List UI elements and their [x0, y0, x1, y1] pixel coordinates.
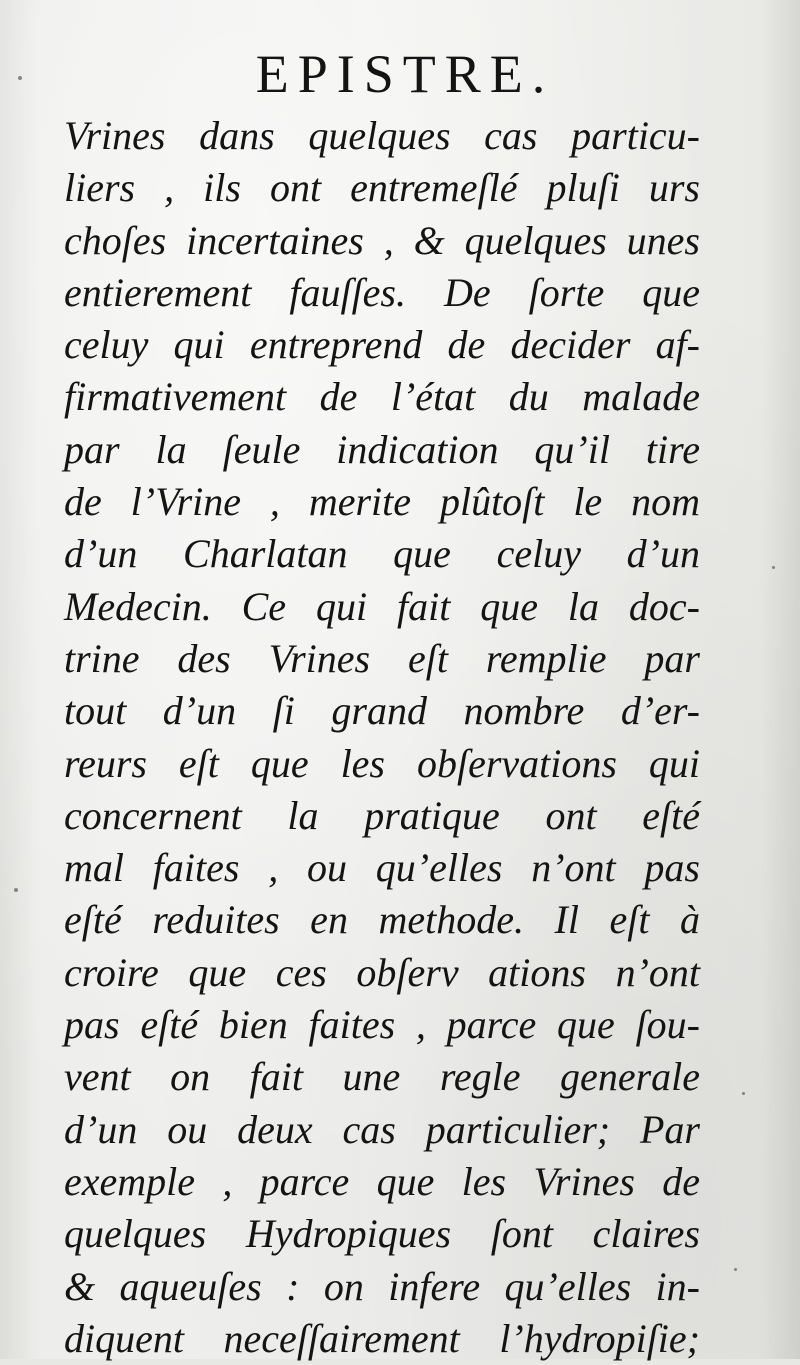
- text-line: mal faites , ou qu’elles n’ont pas: [64, 845, 700, 891]
- paper-speck: [742, 1092, 745, 1095]
- text-line: choſes incertaines , & quelques unes: [64, 217, 700, 263]
- paper-speck: [14, 888, 18, 892]
- text-line: concernent la pratique ont eſté: [64, 792, 700, 838]
- body-text: [64, 110, 700, 1365]
- text-line: diquent neceſſairement l’hydropiſie;: [64, 1315, 700, 1361]
- text-line: d’un Charlatan que celuy d’un: [64, 531, 700, 577]
- text-line: eſté reduites en methode. Il eſt à: [64, 897, 700, 943]
- paper-speck: [18, 76, 22, 80]
- paper-speck: [734, 1268, 737, 1271]
- running-head: EPISTRE.: [255, 44, 555, 104]
- text-line: Vrines dans quelques cas particu-: [64, 113, 700, 158]
- text-line: entierement fauſſes. De ſorte que: [64, 269, 700, 315]
- text-line: & aqueuſes : on infere qu’elles in-: [64, 1263, 700, 1309]
- text-line: exemple , parce que les Vrines de: [64, 1158, 700, 1204]
- text-line: celuy qui entreprend de decider af-: [64, 322, 700, 368]
- text-line: tout d’un ſi grand nombre d’er-: [64, 688, 700, 734]
- text-line: quelques Hydropiques ſont claires: [64, 1211, 700, 1257]
- text-line: d’un ou deux cas particulier; Par: [64, 1106, 700, 1152]
- text-line: vent on fait une regle generale: [64, 1054, 700, 1100]
- paper-speck: [772, 566, 775, 569]
- text-line: Medecin. Ce qui fait que la doc-: [64, 583, 700, 629]
- text-line: trine des Vrines eſt remplie par: [64, 635, 700, 681]
- text-line: de l’Vrine , merite plûtoſt le nom: [64, 479, 700, 525]
- text-line: croire que ces obſerv ations n’ont: [64, 949, 700, 995]
- text-line: pas eſté bien faites , parce que ſou-: [64, 1002, 700, 1048]
- text-line: liers , ils ont entremeſlé pluſi urs: [64, 165, 700, 211]
- text-line: reurs eſt que les obſervations qui: [64, 740, 700, 786]
- text-line: firmativement de l’état du malade: [64, 374, 700, 420]
- text-line: par la ſeule indication qu’il tire: [64, 426, 700, 472]
